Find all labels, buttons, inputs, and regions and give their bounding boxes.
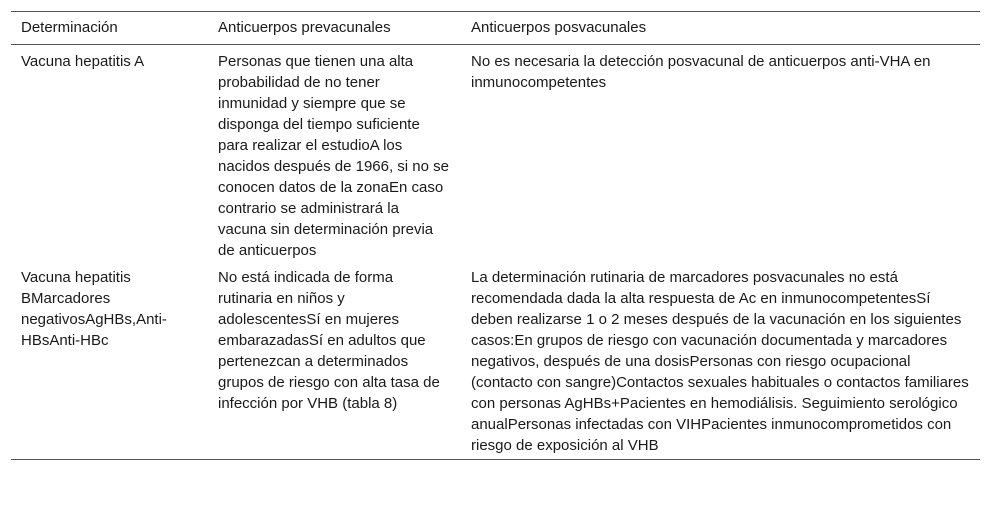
vaccine-antibody-table — [11, 11, 980, 460]
header-anticuerpos-prevacunales: Anticuerpos prevacunales — [208, 12, 461, 45]
vaccine-antibody-table-container — [11, 11, 980, 460]
table-row-hepatitis-b — [11, 261, 980, 460]
table-row-hepatitis-a — [11, 45, 980, 262]
cell-prevacunales: Personas que tienen una alta probabilidad de no tener inmunidad y siempre que se disponga del tiempo suficiente para realizar el estudioA los nacidos después de 1966, si no se conocen datos de la zonaEn caso contrario se administrará la vacuna sin determinación previa de anticuerpos — [218, 53, 449, 259]
header-anticuerpos-posvacunales: Anticuerpos posvacunales — [461, 12, 980, 45]
cell-prevacunales: No está indicada de forma rutinaria en niños y adolescentesSí en mujeres embarazadasSí en adultos que pertenezcan a determinados grupos de riesgo con alta tasa de infección por VHB (tabla 8) — [208, 261, 461, 460]
table-header — [11, 12, 980, 45]
header-row — [11, 12, 980, 45]
cell-posvacunales: No es necesaria la detección posvacunal de anticuerpos anti-VHA en inmunocompetentes — [471, 53, 931, 91]
cell-determinacion: Vacuna hepatitis A — [21, 53, 145, 70]
cell-posvacunales: La determinación rutinaria de marcadores posvacunales no está recomendada dada la alta respuesta de Ac en inmunocompetentesSí deben realizarse 1 o 2 meses después de la vacunación en los siguientes casos:En grupos de riesgo con vacunación documentada y marcadores negativos, después de una dosisPersonas con riesgo ocupacional (contacto con sangre)Contactos sexuales habituales o contactos familiares con personas AgHBs+Pacientes en hemodiálisis. Seguimiento serológico anualPersonas infectadas con VIHPacientes inmunocomprometidos con riesgo de exposición al VHB — [461, 261, 980, 460]
cell-determinacion: Vacuna hepatitis BMarcadores negativosAgHBs,Anti-HBsAnti-HBc — [11, 261, 208, 460]
header-determinacion: Determinación — [11, 12, 208, 45]
table-body — [11, 45, 980, 460]
